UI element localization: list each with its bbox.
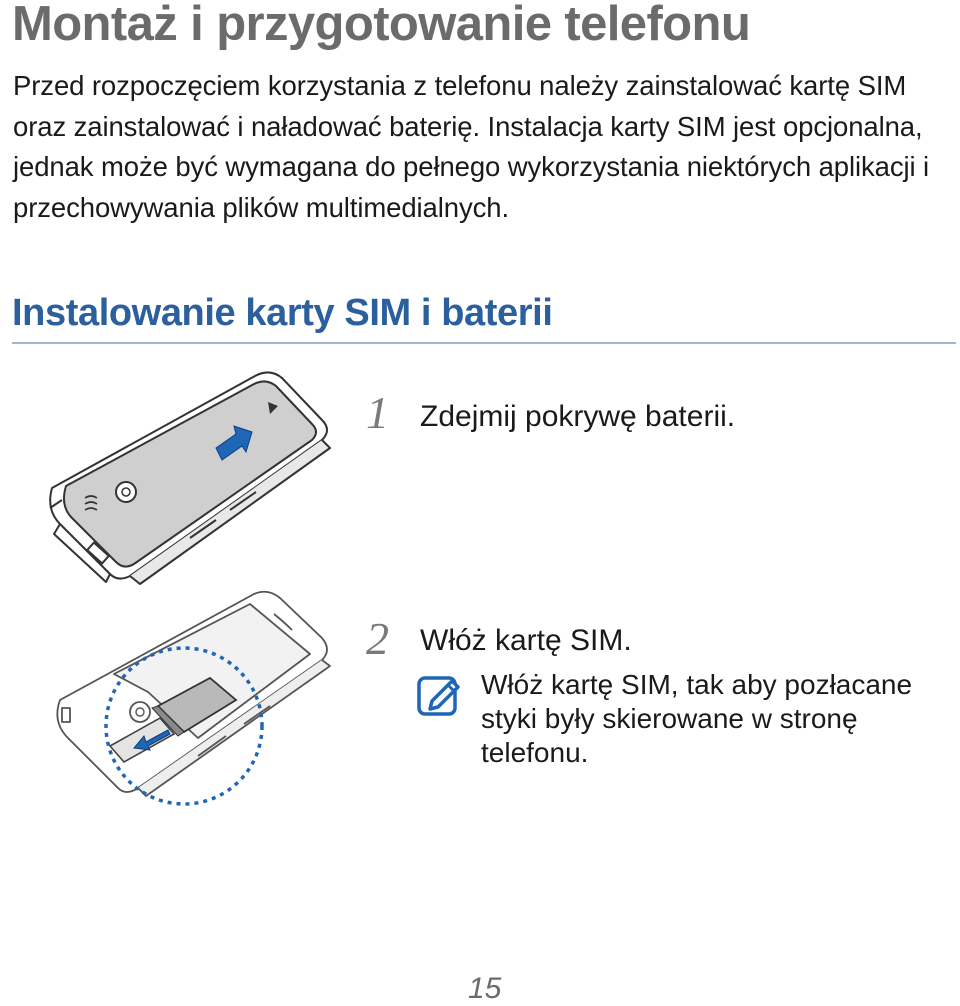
section-divider xyxy=(12,342,956,344)
sim-insertion-illustration xyxy=(48,588,340,820)
phone-back-cover-illustration xyxy=(40,368,340,588)
page-number: 15 xyxy=(468,972,502,1005)
step-1-number: 1 xyxy=(366,387,389,438)
step-2-number: 2 xyxy=(366,613,389,664)
step-2-text: Włóż kartę SIM. xyxy=(420,624,632,657)
page-title: Montaż i przygotowanie telefonu xyxy=(12,0,751,51)
intro-paragraph: Przed rozpoczęciem korzystania z telefonu należy zainstalować kartę SIM oraz zainstalować i naładować baterię. Instalacja karty SIM jest opcjonalna, jednak może być wymagana do pełnego wykorzystania niektórych aplikacji i przechowywania plików multimedialnych. xyxy=(13,70,930,223)
note-pencil-icon xyxy=(416,675,462,721)
section-heading: Instalowanie karty SIM i baterii xyxy=(12,292,553,334)
step-1-text: Zdejmij pokrywę baterii. xyxy=(420,400,736,433)
note-text: Włóż kartę SIM, tak aby pozłacane styki były skierowane w stronę telefonu. xyxy=(481,669,913,768)
